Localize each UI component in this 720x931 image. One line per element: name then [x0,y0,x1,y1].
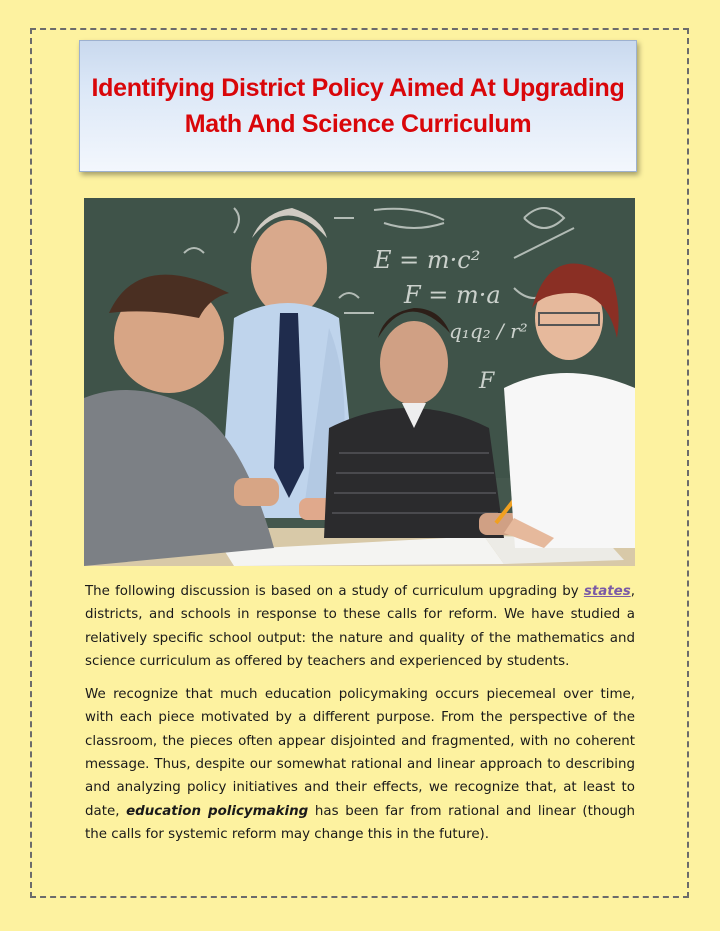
title-banner [79,40,637,172]
page-title-line-2: Math And Science Curriculum [184,110,532,138]
education-policymaking-emphasis: education policymaking [126,803,309,819]
board-formula-4: F [479,369,495,394]
p1-text-before: The following discussion is based on a study of curriculum upgrading by [85,584,584,599]
article-paragraph-1 [85,580,635,673]
page-title-line-1: Identifying District Policy Aimed At Upgrading [91,74,625,102]
board-formula-1: E = m·c² [374,246,481,274]
board-formula-3: q₁q₂ / r² [449,319,528,343]
article-body [85,580,635,856]
states-link[interactable]: states [583,584,631,599]
hero-photo [84,198,635,566]
p2-text-after: has been far from rational and linear (though the calls for systemic reform may change this in the future). [85,803,635,842]
p2-text-before: We recognize that much education policymaking occurs piecemeal over time, with each piece motivated by a different purpose. From the perspective of the classroom, the pieces often appear disjointed and fragmented, with no coherent message. Thus, despite our somewhat rational and linear approach to describing and analyzing policy initiatives and their effects, we recognize that, at least to date, [85,687,635,819]
article-paragraph-2 [85,683,635,846]
board-formula-2: F = m·a [404,281,501,309]
p1-text-after: , districts, and schools in response to these calls for reform. We have studied a relatively specific school output: the nature and quality of the mathematics and science curriculum as offered by teachers and experienced by students. [85,584,635,669]
